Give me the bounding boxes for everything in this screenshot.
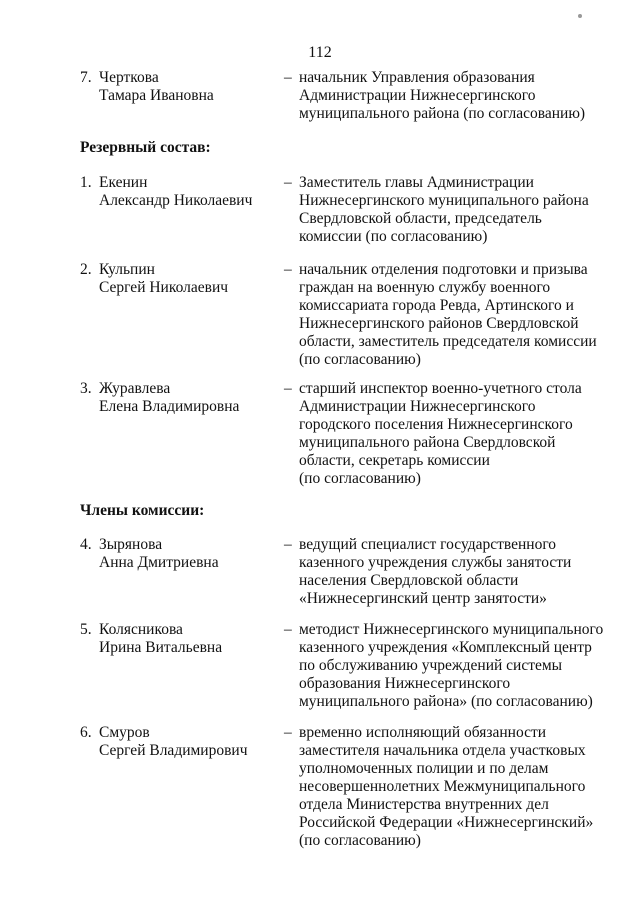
- desc-line: (по согласованию): [299, 832, 421, 849]
- entry-surname: Екенин: [99, 174, 148, 191]
- entry-number: 7.: [80, 69, 92, 86]
- desc-line: (по согласованию): [299, 351, 421, 368]
- entry-description: [299, 261, 619, 369]
- entry-surname: Смуров: [99, 724, 150, 741]
- desc-line: «Нижнесергинский центр занятости»: [299, 590, 547, 607]
- desc-line: Администрации Нижнесергинского: [299, 87, 536, 104]
- entry-number: 3.: [80, 380, 92, 397]
- page-number: 112: [308, 44, 332, 61]
- desc-line: Администрации Нижнесергинского: [299, 398, 536, 415]
- entry-surname: Журавлева: [99, 380, 171, 397]
- desc-line: области, секретарь комиссии: [299, 452, 490, 469]
- desc-line: населения Свердловской области: [299, 572, 519, 589]
- desc-line: комиссариата города Ревда, Артинского и: [299, 297, 574, 314]
- entry-given-names: Елена Владимировна: [99, 398, 240, 415]
- desc-line: комиссии (по согласованию): [299, 228, 488, 245]
- desc-line: граждан на военную службу военного: [299, 279, 551, 296]
- desc-line: уполномоченных полиции и по делам: [299, 760, 549, 777]
- desc-line: образования Нижнесергинского: [299, 675, 511, 692]
- entry-description: [299, 380, 619, 488]
- entry-surname: Зырянова: [99, 536, 163, 553]
- entry-number: 5.: [80, 621, 92, 638]
- entry-dash: –: [284, 174, 292, 191]
- entry-surname: Черткова: [99, 69, 159, 86]
- desc-line: (по согласованию): [299, 470, 421, 487]
- entry-given-names: Ирина Витальевна: [99, 639, 223, 656]
- entry-number: 4.: [80, 536, 92, 553]
- desc-line: несовершеннолетних Межмуниципального: [299, 778, 586, 795]
- entry-number: 1.: [80, 174, 92, 191]
- desc-line: муниципального района Свердловской: [299, 434, 556, 451]
- entry-surname: Колясникова: [99, 621, 183, 638]
- entry-description: [299, 69, 619, 123]
- desc-line: Российской Федерации «Нижнесергинский»: [299, 814, 594, 831]
- entry-surname: Кульпин: [99, 261, 155, 278]
- desc-line: казенного учреждения «Комплексный центр: [299, 639, 592, 656]
- desc-line: муниципального района (по согласованию): [299, 105, 586, 122]
- scan-dot-mark: [578, 14, 582, 18]
- desc-line: временно исполняющий обязанности: [299, 724, 547, 741]
- entry-description: [299, 621, 619, 711]
- desc-line: начальник отделения подготовки и призыва: [299, 261, 588, 278]
- entry-dash: –: [284, 69, 292, 86]
- entry-given-names: Тамара Ивановна: [99, 87, 214, 104]
- entry-description: [299, 174, 619, 246]
- desc-line: старший инспектор военно-учетного стола: [299, 380, 582, 397]
- entry-dash: –: [284, 724, 292, 741]
- entry-name: [99, 536, 289, 572]
- section-title-members: Члены комиссии:: [80, 502, 205, 519]
- desc-line: Нижнесергинского муниципального района: [299, 192, 589, 209]
- entry-number: 6.: [80, 724, 92, 741]
- entry-given-names: Александр Николаевич: [99, 192, 253, 209]
- entry-name: [99, 261, 289, 297]
- entry-name: [99, 621, 289, 657]
- desc-line: методист Нижнесергинского муниципального: [299, 621, 604, 638]
- entry-given-names: Анна Дмитриевна: [99, 554, 219, 571]
- entry-name: [99, 69, 289, 105]
- desc-line: Заместитель главы Администрации: [299, 174, 534, 191]
- desc-line: по обслуживанию учреждений системы: [299, 657, 563, 674]
- entry-dash: –: [284, 536, 292, 553]
- entry-name: [99, 724, 289, 760]
- desc-line: городского поселения Нижнесергинского: [299, 416, 573, 433]
- entry-given-names: Сергей Владимирович: [99, 742, 248, 759]
- desc-line: ведущий специалист государственного: [299, 536, 557, 553]
- desc-line: муниципального района» (по согласованию): [299, 693, 593, 710]
- entry-dash: –: [284, 380, 292, 397]
- entry-given-names: Сергей Николаевич: [99, 279, 229, 296]
- entry-name: [99, 174, 289, 210]
- desc-line: Нижнесергинского районов Свердловской: [299, 315, 579, 332]
- desc-line: начальник Управления образования: [299, 69, 535, 86]
- entry-description: [299, 536, 619, 608]
- entry-dash: –: [284, 621, 292, 638]
- desc-line: области, заместитель председателя комиссии: [299, 333, 597, 350]
- section-title-reserve: Резервный состав:: [80, 139, 211, 156]
- entry-dash: –: [284, 261, 292, 278]
- desc-line: заместителя начальника отдела участковых: [299, 742, 586, 759]
- desc-line: отдела Министерства внутренних дел: [299, 796, 549, 813]
- desc-line: Свердловской области, председатель: [299, 210, 542, 227]
- desc-line: казенного учреждения службы занятости: [299, 554, 572, 571]
- entry-description: [299, 724, 619, 850]
- entry-number: 2.: [80, 261, 92, 278]
- entry-name: [99, 380, 289, 416]
